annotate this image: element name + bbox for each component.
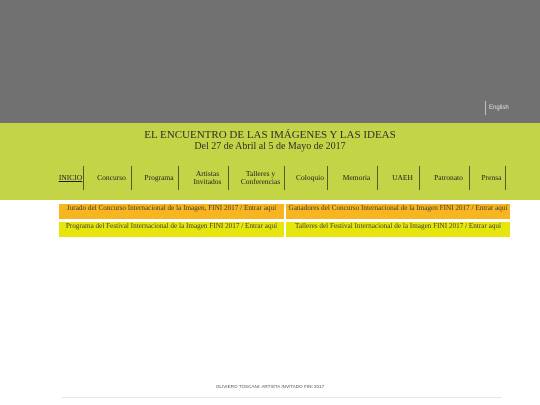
english-language-link[interactable]: English	[485, 101, 509, 115]
ganadores-banner-link[interactable]: Ganadores del Concurso Internacional de la Imagen FINI 2017 / Entrar aquí	[286, 204, 510, 219]
nav-item-coloquio[interactable]: Coloquio	[293, 166, 328, 190]
nav-item-uaeh[interactable]: UAEH	[386, 166, 420, 190]
page-title: EL ENCUENTRO DE LAS IMÁGENES Y LAS IDEAS	[144, 129, 396, 141]
jurado-banner-link[interactable]: Jurado del Concurso Internacional de la Imagen, FINI 2017 / Entrar aquí	[59, 204, 284, 219]
featured-artist-caption: OLIVIERO TOSCANI: ARTISTA INVITADO FINI 2017	[215, 384, 325, 389]
nav-item-inicio[interactable]: INICIO	[58, 166, 84, 190]
footer-divider	[62, 397, 502, 398]
nav-item-programa[interactable]: Programa	[140, 166, 179, 190]
festival-dates: Del 27 de Abril al 5 de Mayo de 2017	[194, 141, 346, 152]
programa-banner-link[interactable]: Programa del Festival Internacional de la Imagen FINI 2017 / Entrar aquí	[59, 222, 284, 237]
nav-item-artistas-invitados[interactable]: Artistas Invitados	[187, 166, 229, 190]
nav-item-talleres-conferencias[interactable]: Talleres y Conferencias	[237, 166, 285, 190]
nav-item-memoria[interactable]: Memoria	[336, 166, 378, 190]
talleres-banner-link[interactable]: Talleres del Festival Internacional de la Imagen FINI 2017 / Entrar aquí	[286, 222, 510, 237]
nav-item-prensa[interactable]: Prensa	[478, 166, 506, 190]
main-nav	[0, 166, 540, 190]
hero-banner-area	[0, 0, 540, 123]
nav-item-patronato[interactable]: Patronato	[428, 166, 470, 190]
nav-item-concurso[interactable]: Concurso	[92, 166, 132, 190]
